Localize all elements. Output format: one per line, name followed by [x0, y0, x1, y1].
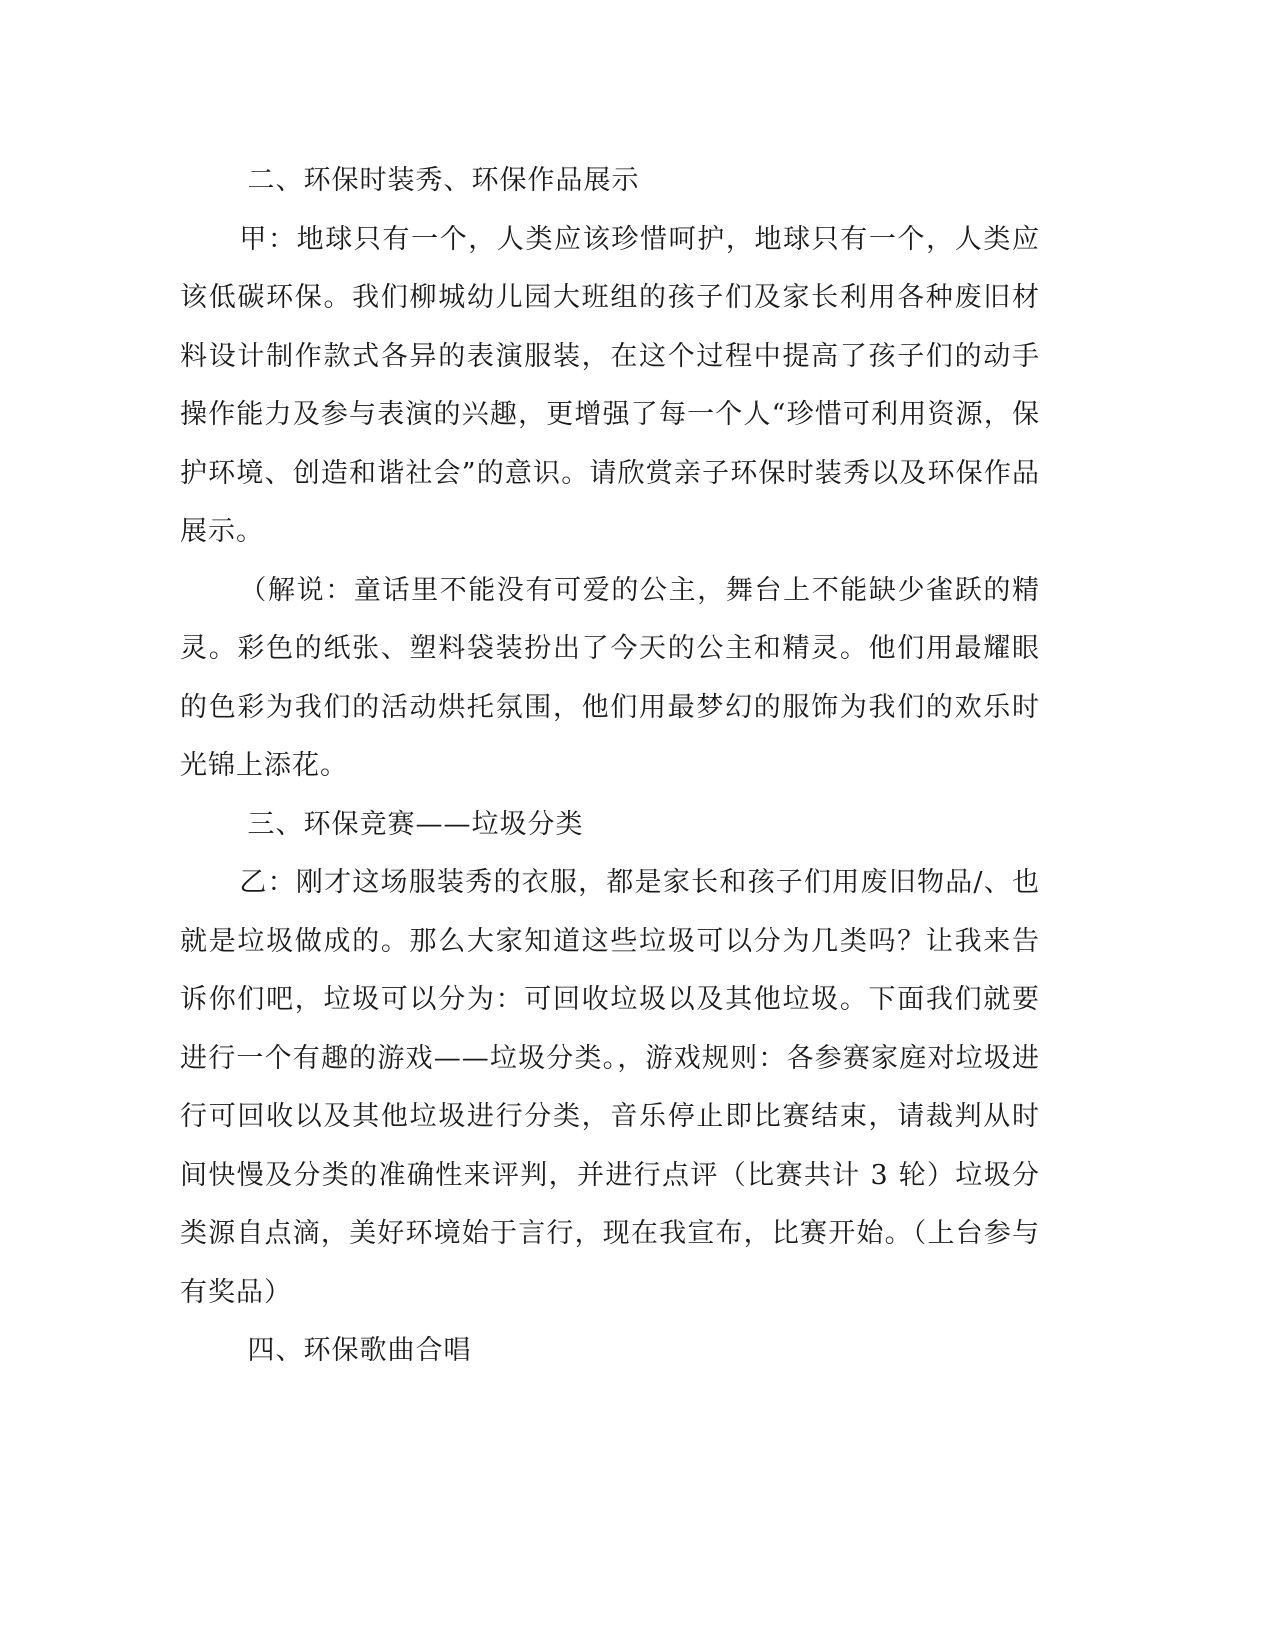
- document-body: [180, 152, 1040, 1381]
- section-heading-song: 四、环保歌曲合唱: [247, 1335, 472, 1366]
- section-heading-sorting-contest: 三、环保竞赛——垃圾分类: [247, 808, 584, 840]
- paragraph-commentary: （解说：童话里不能没有可爱的公主，舞台上不能缺少雀跃的精灵。彩色的纸张、塑料袋装扮出了今天的公主和精灵。他们用最耀眼的色彩为我们的活动烘托氛围，他们用最梦幻的服饰为我们的欢乐时光锦上添花。: [180, 574, 1040, 781]
- paragraph-host-b-rules: 乙：刚才这场服装秀的衣服，都是家长和孩子们用废旧物品/、也就是垃圾做成的。那么大家知道这些垃圾可以分为几类吗？让我来告诉你们吧，垃圾可以分为：可回收垃圾以及其他垃圾。下面我们就要进行一个有趣的游戏——垃圾分类。，游戏规则：各参赛家庭对垃圾进行可回收以及其他垃圾进行分类，音乐停止即比赛结束，请裁判从时间快慢及分类的准确性来评判，并进行点评（比赛共计 3 轮）垃圾分类源自点滴，美好环境始于言行，现在我宣布，比赛开始。（上台参与有奖品）: [180, 867, 1040, 1308]
- section-heading-fashion-show: 二、环保时装秀、环保作品展示: [247, 165, 640, 196]
- paragraph-host-a-intro: 甲：地球只有一个，人类应该珍惜呵护，地球只有一个，人类应该低碳环保。我们柳城幼儿园大班组的孩子们及家长利用各种废旧材料设计制作款式各异的表演服装，在这个过程中提高了孩子们的动手操作能力及参与表演的兴趣，更增强了每一个人“珍惜可利用资源，保护环境、创造和谐社会”的意识。请欣赏亲子环保时装秀以及环保作品展示。: [180, 223, 1040, 547]
